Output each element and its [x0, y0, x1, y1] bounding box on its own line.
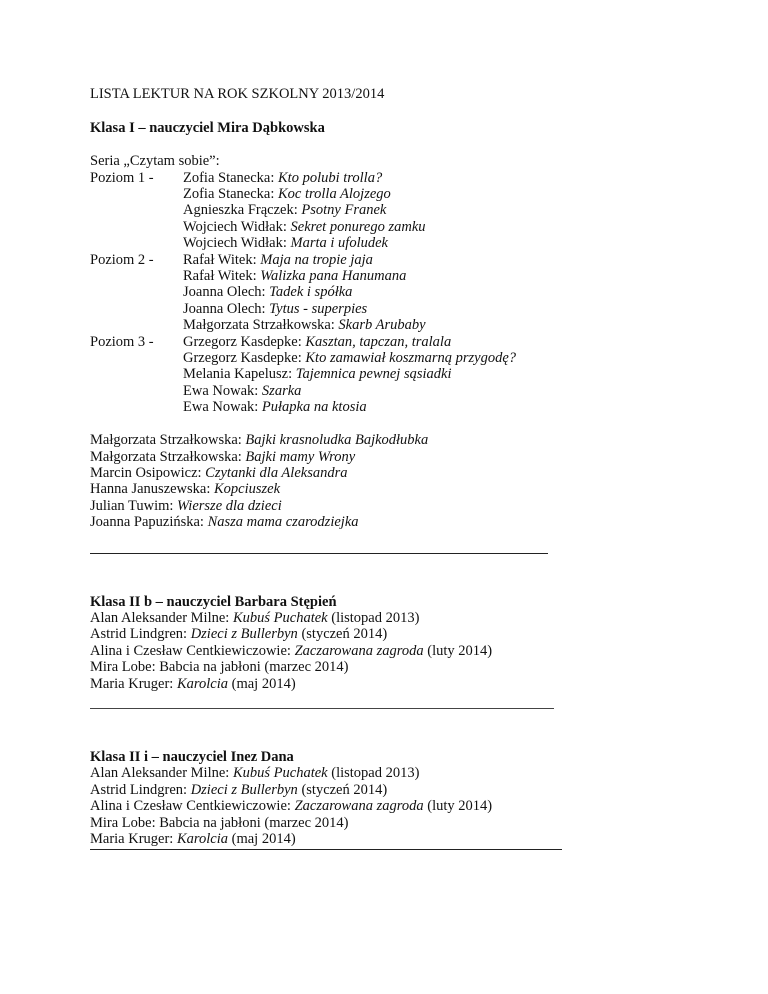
list-item: Alina i Czesław Centkiewiczowie: Zaczarowana zagroda (luty 2014)	[90, 642, 493, 659]
list-item: Ewa Nowak: Pułapka na ktosia	[183, 399, 367, 416]
list-item: Astrid Lindgren: Dzieci z Bullerbyn (styczeń 2014)	[90, 626, 388, 643]
list-item: Małgorzata Strzałkowska: Skarb Arubaby	[183, 317, 426, 334]
section-divider	[90, 849, 562, 850]
level-2-label: Poziom 2 -	[90, 251, 154, 268]
list-item: Hanna Januszewska: Kopciuszek	[90, 481, 281, 498]
list-item: Alina i Czesław Centkiewiczowie: Zaczarowana zagroda (luty 2014)	[90, 798, 493, 815]
list-item: Małgorzata Strzałkowska: Bajki mamy Wrony	[90, 448, 356, 465]
list-item: Joanna Olech: Tytus - superpies	[183, 300, 368, 317]
document-title: LISTA LEKTUR NA ROK SZKOLNY 2013/2014	[90, 86, 385, 102]
list-item: Rafał Witek: Walizka pana Hanumana	[183, 268, 407, 285]
list-item: Małgorzata Strzałkowska: Bajki krasnoludka Bajkodłubka	[90, 432, 429, 449]
level-2-books	[183, 252, 730, 334]
list-item: Mira Lobe: Babcia na jabłoni (marzec 2014)	[90, 814, 349, 831]
list-item: Wojciech Widłak: Sekret ponurego zamku	[183, 218, 426, 235]
list-item: Astrid Lindgren: Dzieci z Bullerbyn (styczeń 2014)	[90, 781, 388, 798]
level-2-row	[90, 252, 730, 334]
list-item: Julian Tuwim: Wiersze dla dzieci	[90, 497, 282, 514]
list-item: Mira Lobe: Babcia na jabłoni (marzec 2014)	[90, 659, 349, 676]
list-item: Joanna Olech: Tadek i spółka	[183, 284, 353, 301]
class-1-heading: Klasa I – nauczyciel Mira Dąbkowska	[90, 120, 325, 137]
spacer	[90, 416, 730, 432]
level-3-label: Poziom 3 -	[90, 333, 154, 350]
list-item: Maria Kruger: Karolcia (maj 2014)	[90, 831, 296, 847]
series-label: Seria „Czytam sobie”:	[90, 153, 220, 170]
list-item: Agnieszka Frączek: Psotny Franek	[183, 202, 387, 219]
list-item: Melania Kapelusz: Tajemnica pewnej sąsiadki	[183, 366, 452, 383]
list-item: Zofia Stanecka: Kto polubi trolla?	[183, 169, 383, 186]
list-item: Ewa Nowak: Szarka	[183, 382, 302, 399]
level-1-label: Poziom 1 -	[90, 169, 154, 186]
list-item: Alan Aleksander Milne: Kubuś Puchatek (listopad 2013)	[90, 609, 420, 626]
class-2i-heading: Klasa II i – nauczyciel Inez Dana	[90, 748, 294, 765]
level-3-row	[90, 334, 730, 416]
spacer	[90, 137, 730, 153]
level-1-row	[90, 170, 730, 252]
level-1-books	[183, 170, 730, 252]
list-item: Marcin Osipowicz: Czytanki dla Aleksandra	[90, 464, 348, 481]
document-page	[90, 86, 730, 850]
section-divider	[90, 553, 548, 554]
list-item: Wojciech Widłak: Marta i ufoludek	[183, 235, 388, 252]
list-item: Alan Aleksander Milne: Kubuś Puchatek (listopad 2013)	[90, 765, 420, 782]
class-2b-heading: Klasa II b – nauczyciel Barbara Stępień	[90, 593, 337, 610]
list-item: Maria Kruger: Karolcia (maj 2014)	[90, 675, 296, 692]
section-divider	[90, 708, 554, 709]
list-item: Zofia Stanecka: Koc trolla Alojzego	[183, 186, 391, 203]
level-3-books	[183, 334, 730, 416]
list-item: Grzegorz Kasdepke: Kto zamawiał koszmarną przygodę?	[183, 350, 517, 367]
list-item: Joanna Papuzińska: Nasza mama czarodziejka	[90, 514, 359, 531]
list-item: Rafał Witek: Maja na tropie jaja	[183, 251, 373, 268]
list-item: Grzegorz Kasdepke: Kasztan, tapczan, tralala	[183, 333, 452, 350]
